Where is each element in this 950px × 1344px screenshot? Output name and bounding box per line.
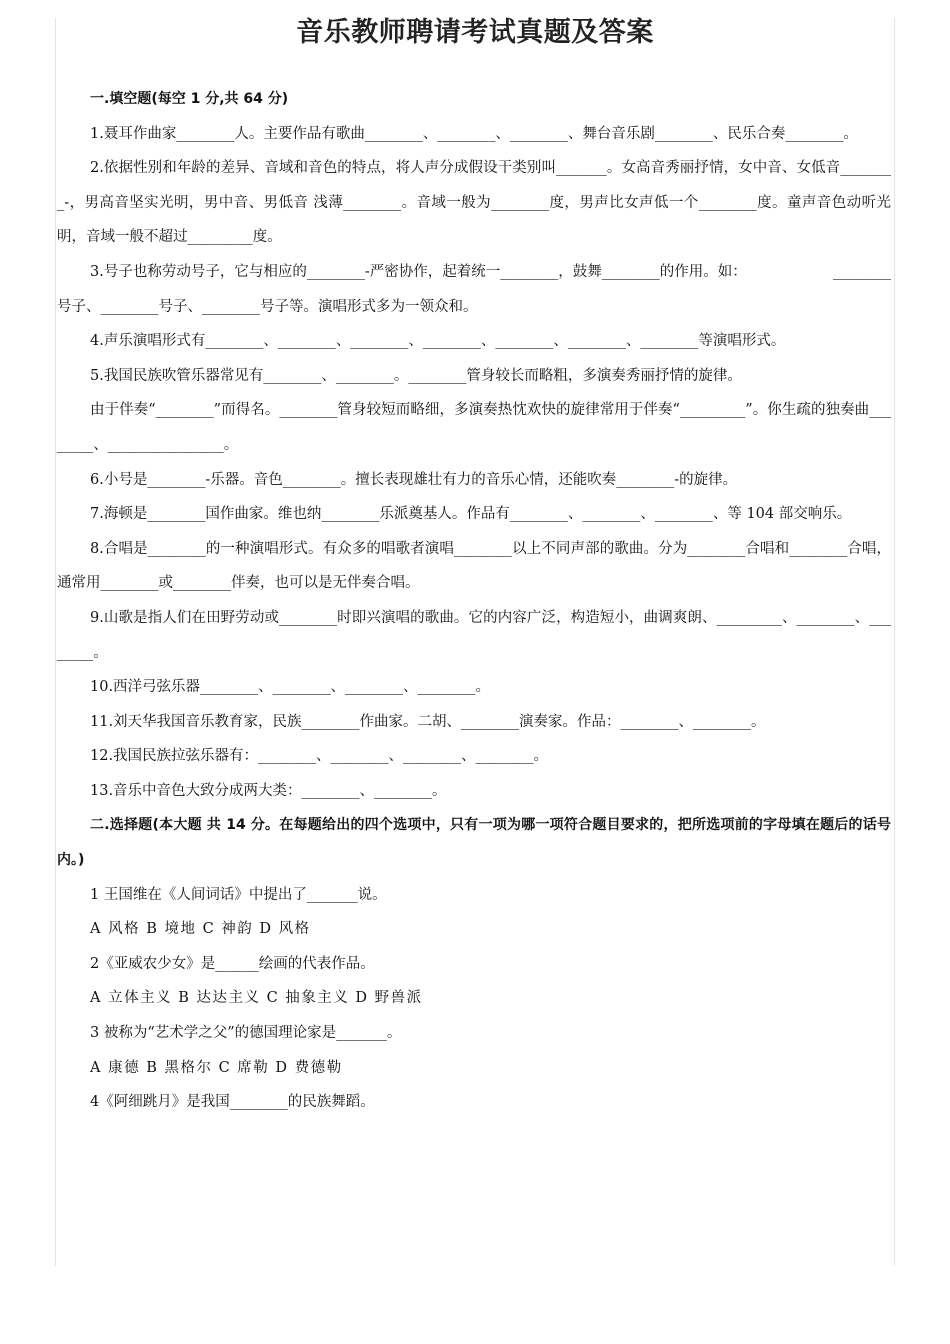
question-3-text: 3.号子也称劳动号子，它与相应的________-严密协作，起着统一________，鼓舞________的作用。如： bbox=[90, 263, 747, 280]
question-5: 5.我国民族吹管乐器常见有________、________。________管身较长而略粗，多演奏秀丽抒情的旋律。 bbox=[90, 367, 742, 384]
question-2: 2.依据性别和年龄的差异、音域和音色的特点，将人声分成假设干类别叫_______。女高音秀丽抒情，女中音、女低音________-，男高音坚实光明，男中音、男低音 浅薄________。音域一般为________度，男声比女声低一个________度。童声音色动听光明，音域一般不超过_________度。 bbox=[57, 160, 891, 246]
question-3-continued: 号子、________号子、________号子等。演唱形式多为一领众和。 bbox=[57, 298, 478, 315]
document-body bbox=[57, 82, 891, 1120]
question-13: 13.音乐中音色大致分成两大类：________、________。 bbox=[90, 782, 447, 799]
question-4: 4.声乐演唱形式有________、________、________、________、________、________、________等演唱形式。 bbox=[90, 333, 786, 350]
section-fill-in-heading: 一.填空题(每空 1 分,共 64 分) bbox=[90, 91, 289, 107]
question-6: 6.小号是________-乐器。音色________。擅长表现雄壮有力的音乐心情，还能吹奏________-的旋律。 bbox=[90, 471, 738, 488]
question-1: 1.聂耳作曲家________人。主要作品有歌曲________、________、________、舞台音乐剧________、民乐合奏________。 bbox=[90, 125, 858, 142]
choice-1: 1 王国维在《人间词话》中提出了_______说。 bbox=[90, 886, 387, 903]
question-12: 12.我国民族拉弦乐器有：________、________、________、________。 bbox=[90, 748, 549, 765]
section-choice-heading: 二.选择题(本大题 共 14 分。在每题给出的四个选项中，只有一项为哪一项符合题目要求的，把所选项前的字母填在题后的话号内。) bbox=[57, 817, 891, 869]
choice-2: 2《亚威农少女》是______绘画的代表作品。 bbox=[90, 955, 375, 972]
question-3 bbox=[57, 255, 891, 290]
question-3-trailing-blank: ________ bbox=[833, 263, 891, 280]
choice-1-options: A 风格 B 境地 C 神韵 D 风格 bbox=[90, 921, 311, 938]
choice-2-options: A 立体主义 B 达达主义 C 抽象主义 D 野兽派 bbox=[90, 990, 423, 1007]
question-10: 10.西洋弓弦乐器________、________、________、________。 bbox=[90, 679, 491, 696]
choice-4: 4《阿细跳月》是我国________的民族舞蹈。 bbox=[90, 1094, 375, 1111]
page-title: 音乐教师聘请考试真题及答案 bbox=[296, 17, 654, 48]
question-9: 9.山歌是指人们在田野劳动或________时即兴演唱的歌曲。它的内容广泛，构造短小，曲调爽朗、_________、________、________。 bbox=[57, 609, 891, 661]
question-5-continued: 由于伴奏“________”而得名。________管身较短而略细，多演奏热忱欢快的旋律常用于伴奏“_________”。你生疏的独奏曲________、________________。 bbox=[57, 402, 891, 453]
choice-3: 3 被称为“艺术学之父”的德国理论家是_______。 bbox=[90, 1025, 402, 1042]
choice-3-options: A 康德 B 黑格尔 C 席勒 D 费德勒 bbox=[90, 1059, 343, 1076]
question-8: 8.合唱是________的一种演唱形式。有众多的唱歌者演唱________以上不同声部的歌曲。分为________合唱和________合唱，通常用________或________伴奏，也可以是无伴奏合唱。 bbox=[57, 540, 891, 592]
question-11: 11.刘天华我国音乐教育家，民族________作曲家。二胡、________演奏家。作品：________、________。 bbox=[90, 713, 766, 730]
question-7: 7.海顿是________国作曲家。维也纳________乐派奠基人。作品有________、________、________、等 104 部交响乐。 bbox=[90, 506, 852, 523]
